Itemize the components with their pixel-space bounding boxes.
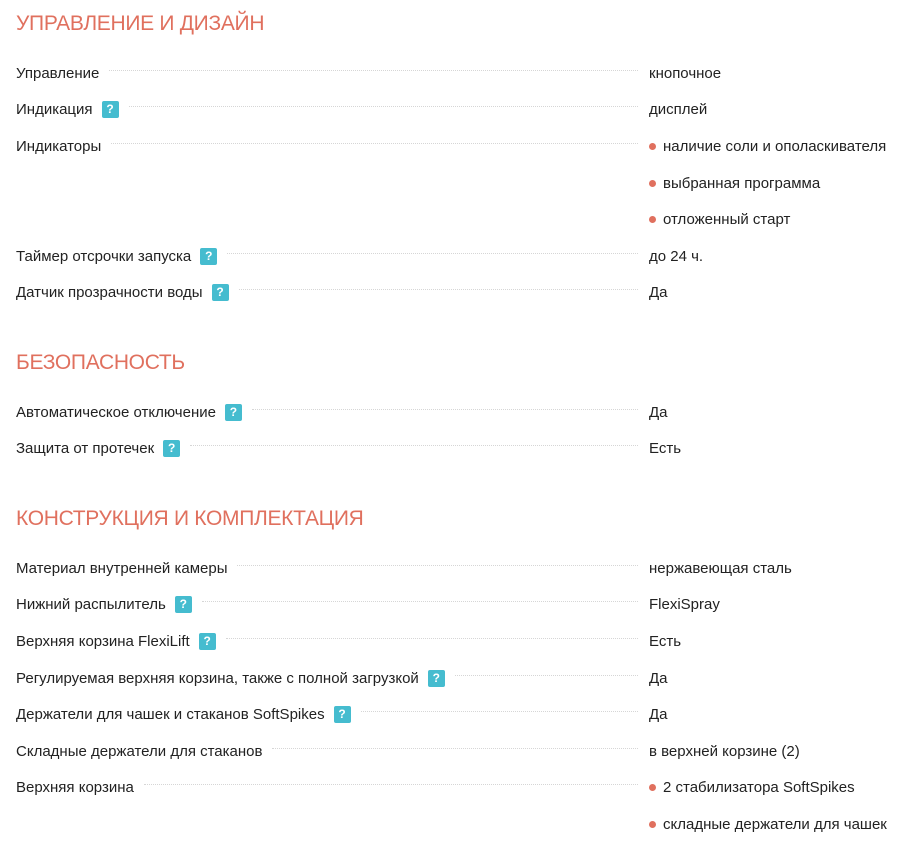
dotted-leader <box>227 252 638 254</box>
help-icon[interactable]: ? <box>212 284 229 301</box>
spec-row <box>16 623 906 660</box>
help-icon[interactable]: ? <box>199 633 216 650</box>
spec-row <box>16 238 906 275</box>
spec-label-cell <box>16 743 638 760</box>
section-title: КОНСТРУКЦИЯ И КОМПЛЕКТАЦИЯ <box>16 507 364 530</box>
spec-row <box>16 92 906 129</box>
spec-label: Верхняя корзина FlexiLift <box>16 632 190 650</box>
spec-value <box>638 633 681 650</box>
dotted-leader <box>109 69 638 71</box>
bullet-icon <box>649 143 656 150</box>
spec-value <box>638 284 668 301</box>
spec-value <box>638 743 800 760</box>
dotted-leader <box>226 637 638 639</box>
bullet-icon <box>649 821 656 828</box>
bullet-icon <box>649 180 656 187</box>
spec-label-cell <box>16 248 638 265</box>
spec-value <box>638 404 668 421</box>
spec-label: Автоматическое отключение <box>16 403 216 421</box>
spec-row <box>16 770 906 807</box>
dotted-leader <box>272 747 638 749</box>
bullet-icon <box>649 216 656 223</box>
spec-value <box>638 248 703 265</box>
spec-section <box>16 507 906 843</box>
spec-label-cell <box>16 138 638 155</box>
spec-value <box>638 596 720 613</box>
spec-label-cell <box>16 596 638 613</box>
spec-value-text: Есть <box>649 632 682 650</box>
spec-row <box>16 733 906 770</box>
spec-label: Материал внутренней камеры <box>16 559 228 577</box>
spec-label-cell <box>16 284 638 301</box>
spec-label-cell <box>16 560 638 577</box>
spec-row <box>16 587 906 624</box>
spec-value-text: нержавеющая сталь <box>649 559 792 577</box>
dotted-leader <box>129 105 638 107</box>
section-title: БЕЗОПАСНОСТЬ <box>16 351 185 374</box>
spec-label: Таймер отсрочки запуска <box>16 247 192 265</box>
spec-label: Верхняя корзина <box>16 779 134 797</box>
spec-label-cell <box>16 670 638 687</box>
dotted-leader <box>111 142 638 144</box>
help-icon[interactable]: ? <box>163 440 180 457</box>
spec-value-text: дисплей <box>649 101 708 119</box>
bullet-icon <box>649 784 656 791</box>
spec-value <box>638 706 668 723</box>
spec-label-cell <box>16 65 638 82</box>
spec-value <box>638 138 886 155</box>
spec-label-cell <box>16 404 638 421</box>
spec-value-text: наличие соли и ополаскивателя <box>663 137 887 155</box>
dotted-leader <box>202 600 638 602</box>
spec-value-text: Да <box>649 284 668 302</box>
spec-section <box>16 12 906 311</box>
spec-row-continuation <box>16 806 906 843</box>
help-icon[interactable]: ? <box>102 101 119 118</box>
dotted-leader <box>361 710 638 712</box>
spec-value <box>638 101 707 118</box>
help-icon[interactable]: ? <box>428 670 445 687</box>
spec-row <box>16 394 906 431</box>
spec-value-text: складные держатели для чашек <box>663 815 887 833</box>
spec-row <box>16 696 906 733</box>
spec-row <box>16 550 906 587</box>
help-icon[interactable]: ? <box>225 404 242 421</box>
spec-section <box>16 351 906 467</box>
spec-value <box>638 560 792 577</box>
spec-value-text: Есть <box>649 440 682 458</box>
spec-value-text: кнопочное <box>649 64 722 82</box>
help-icon[interactable]: ? <box>175 596 192 613</box>
spec-label: Датчик прозрачности воды <box>16 284 203 302</box>
spec-value-text: Да <box>649 706 668 724</box>
spec-row <box>16 431 906 468</box>
spec-value-text: в верхней корзине (2) <box>649 742 800 760</box>
spec-value-text: Да <box>649 403 668 421</box>
dotted-leader <box>190 444 638 446</box>
dotted-leader <box>455 674 638 676</box>
spec-row <box>16 275 906 312</box>
spec-row <box>16 128 906 165</box>
spec-row-continuation <box>16 201 906 238</box>
spec-label-cell <box>16 440 638 457</box>
dotted-leader <box>237 564 638 566</box>
dotted-leader <box>239 288 638 290</box>
spec-label: Защита от протечек <box>16 440 155 458</box>
spec-rows <box>16 550 906 843</box>
spec-value-text: отложенный старт <box>663 211 791 229</box>
spec-label-cell <box>16 101 638 118</box>
spec-value-text: Да <box>649 669 668 687</box>
section-title: УПРАВЛЕНИЕ И ДИЗАЙН <box>16 12 265 35</box>
spec-rows <box>16 55 906 311</box>
spec-value <box>638 779 855 796</box>
spec-label: Складные держатели для стаканов <box>16 742 263 760</box>
spec-value <box>638 440 681 457</box>
spec-value <box>638 670 668 687</box>
spec-value-text: выбранная программа <box>663 174 821 192</box>
help-icon[interactable]: ? <box>334 706 351 723</box>
spec-label: Держатели для чашек и стаканов SoftSpikes <box>16 706 325 724</box>
spec-value <box>638 211 790 228</box>
spec-value <box>638 175 820 192</box>
spec-label: Индикация <box>16 101 93 119</box>
spec-label: Регулируемая верхняя корзина, также с полной загрузкой <box>16 669 419 687</box>
spec-row <box>16 660 906 697</box>
spec-value-text: FlexiSpray <box>649 596 720 614</box>
spec-value <box>638 816 887 833</box>
spec-label-cell <box>16 779 638 796</box>
spec-value <box>638 65 721 82</box>
help-icon[interactable]: ? <box>200 248 217 265</box>
spec-value-text: до 24 ч. <box>649 247 704 265</box>
spec-label: Индикаторы <box>16 137 102 155</box>
spec-label: Управление <box>16 64 100 82</box>
dotted-leader <box>144 783 638 785</box>
spec-label-cell <box>16 633 638 650</box>
spec-label-cell <box>16 706 638 723</box>
spec-label: Нижний распылитель <box>16 596 166 614</box>
spec-row-continuation <box>16 165 906 202</box>
spec-value-text: 2 стабилизатора SoftSpikes <box>663 779 855 797</box>
spec-rows <box>16 394 906 467</box>
dotted-leader <box>252 408 638 410</box>
spec-row <box>16 55 906 92</box>
